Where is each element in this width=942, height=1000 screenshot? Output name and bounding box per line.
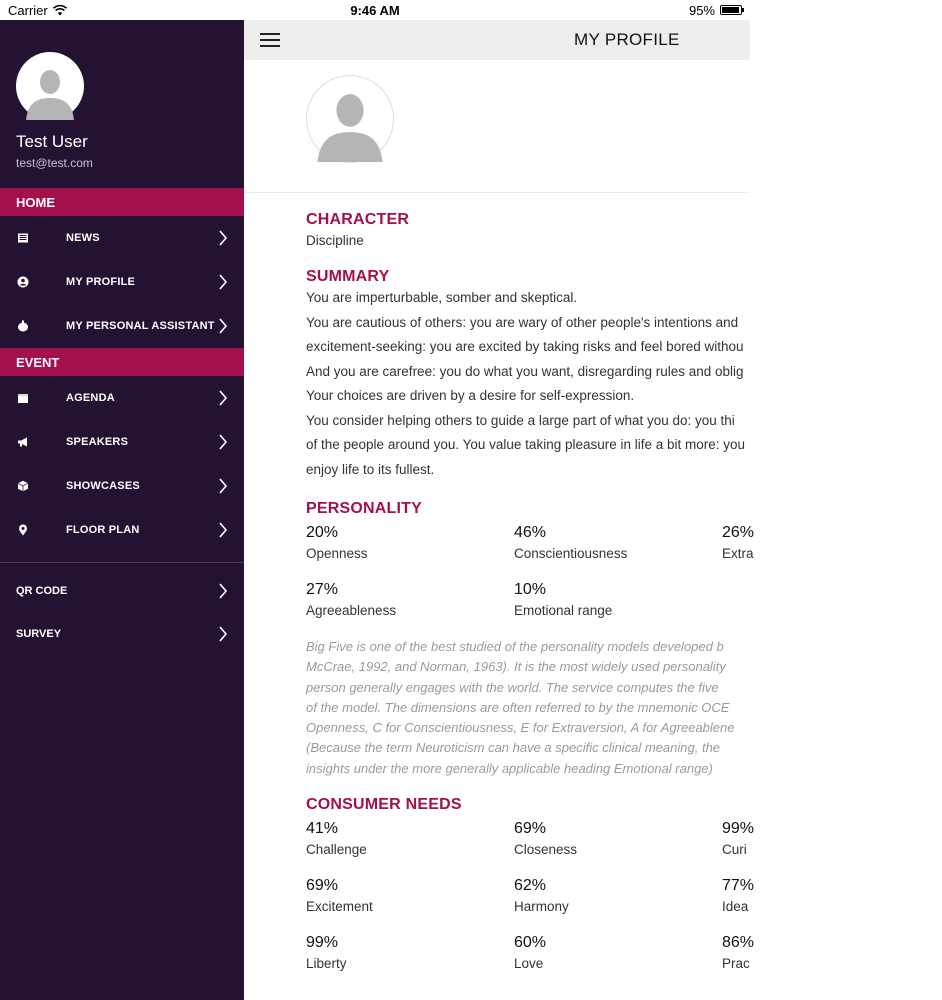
carrier-label: Carrier <box>8 2 48 18</box>
consumer-needs-row <box>306 877 776 934</box>
status-left <box>8 3 67 18</box>
metric-label: Prac <box>722 956 750 972</box>
note-line: (Because the term Neuroticism can have a specific clinical meaning, the <box>306 740 721 756</box>
consumer-need-metric <box>722 877 942 914</box>
metric-percent: 27% <box>306 581 339 598</box>
sidebar-item-label: NEWS <box>66 232 100 244</box>
metric-percent: 99% <box>306 934 339 952</box>
avatar[interactable] <box>16 52 84 120</box>
metric-label: Emotional range <box>514 603 613 618</box>
summary-line: You are imperturbable, somber and skeptical. <box>306 290 578 305</box>
metric-percent: 69% <box>306 877 339 895</box>
sidebar-item-label: SPEAKERS <box>66 436 129 448</box>
chevron-right-icon <box>218 478 228 494</box>
metric-label: Liberty <box>306 956 347 972</box>
chevron-right-icon <box>218 390 228 406</box>
metric-percent: 20% <box>306 524 339 541</box>
metric-label: Challenge <box>306 842 367 858</box>
user-silhouette-icon <box>312 86 388 162</box>
wifi-icon <box>53 5 67 16</box>
sidebar-item-label: FLOOR PLAN <box>66 524 140 536</box>
chevron-right-icon <box>218 434 228 450</box>
chevron-right-icon <box>218 583 228 599</box>
note-line: person generally engages with the world. The service computes the five <box>306 679 719 695</box>
metric-percent: 41% <box>306 820 339 838</box>
metric-percent: 60% <box>514 934 547 952</box>
sidebar-item-showcases[interactable] <box>0 464 244 508</box>
personality-row <box>306 581 776 638</box>
sidebar-item-floor-plan[interactable] <box>0 508 244 552</box>
note-line: McCrae, 1992, and Norman, 1963). It is the most widely used personality <box>306 659 726 675</box>
chevron-right-icon <box>218 522 228 538</box>
metric-percent: 62% <box>514 877 547 895</box>
status-time: 9:46 AM <box>350 2 400 18</box>
sidebar-item-label: MY PROFILE <box>66 276 136 288</box>
newspaper-icon <box>16 231 30 245</box>
profile-avatar[interactable] <box>306 75 394 163</box>
cube-icon <box>16 479 30 493</box>
sidebar-item-label: AGENDA <box>66 392 115 404</box>
sidebar-item-label: QR CODE <box>16 584 68 597</box>
metric-percent: 69% <box>514 820 547 838</box>
page-title: MY PROFILE <box>574 30 680 49</box>
sidebar-user-email: test@test.com <box>16 156 93 170</box>
metric-percent: 10% <box>514 581 547 598</box>
metric-label: Curi <box>722 842 747 858</box>
map-pin-icon <box>16 523 30 537</box>
consumer-needs-heading: CONSUMER NEEDS <box>306 796 462 814</box>
profile-content <box>306 211 776 991</box>
personality-metric <box>722 524 942 561</box>
chevron-right-icon <box>218 230 228 246</box>
calendar-icon <box>16 391 30 405</box>
status-right <box>689 3 742 18</box>
sidebar-profile <box>0 20 244 188</box>
personality-metric <box>514 524 734 561</box>
profile-header <box>244 60 750 193</box>
user-icon <box>16 275 30 289</box>
personality-metric <box>306 581 526 618</box>
summary-line: You consider helping others to guide a large part of what you do: you thi <box>306 412 735 428</box>
metric-label: Openness <box>306 546 368 561</box>
summary-line: Your choices are driven by a desire for self-expression. <box>306 388 635 403</box>
metric-percent: 77% <box>722 877 755 895</box>
metric-percent: 46% <box>514 524 547 541</box>
consumer-needs-row <box>306 820 776 877</box>
sidebar-item-label: MY PERSONAL ASSISTANT <box>66 320 215 332</box>
sidebar-item-label: SURVEY <box>16 627 62 640</box>
chevron-right-icon <box>218 626 228 642</box>
consumer-need-metric <box>514 877 734 914</box>
sidebar-item-qr-code[interactable] <box>0 569 244 612</box>
menu-icon[interactable] <box>260 33 280 47</box>
section-header-event: EVENT <box>0 348 244 376</box>
summary-line: And you are carefree: you do what you want, disregarding rules and oblig <box>306 363 744 379</box>
metric-label: Idea <box>722 899 749 915</box>
metric-percent: 99% <box>722 820 755 838</box>
metric-label: Harmony <box>514 899 569 915</box>
battery-icon <box>720 5 742 15</box>
sidebar-item-personal-assistant[interactable] <box>0 304 244 348</box>
chevron-right-icon <box>218 274 228 290</box>
consumer-need-metric <box>306 934 526 971</box>
user-silhouette-icon <box>22 64 78 120</box>
metric-percent: 26% <box>722 524 755 541</box>
consumer-need-metric <box>306 877 526 914</box>
consumer-need-metric <box>306 820 526 857</box>
note-line: Openness, C for Conscientiousness, E for Extraversion, A for Agreeablene <box>306 720 735 736</box>
sidebar-item-news[interactable] <box>0 216 244 260</box>
character-heading: CHARACTER <box>306 211 410 228</box>
personality-heading: PERSONALITY <box>306 500 422 517</box>
summary-line: of the people around you. You value taking pleasure in life a bit more: you <box>306 437 746 452</box>
metric-label: Closeness <box>514 842 578 858</box>
personality-note <box>306 637 776 779</box>
sidebar-item-survey[interactable] <box>0 612 244 655</box>
sidebar-user-name: Test User <box>16 132 88 151</box>
consumer-need-metric <box>722 820 942 857</box>
note-line: of the model. The dimensions are often referred to by the mnemonic OCE <box>306 699 730 715</box>
metric-label: Agreeableness <box>306 603 397 618</box>
sidebar-divider <box>0 562 244 563</box>
section-header-home: HOME <box>0 188 244 216</box>
sidebar-item-speakers[interactable] <box>0 420 244 464</box>
summary-text <box>306 286 776 482</box>
metric-label: Love <box>514 956 544 972</box>
summary-heading: SUMMARY <box>306 268 390 285</box>
consumer-need-metric <box>514 934 734 971</box>
sidebar <box>0 20 244 1000</box>
consumer-need-metric <box>514 820 734 857</box>
sidebar-item-label: SHOWCASES <box>66 480 140 492</box>
main-panel <box>244 20 755 1000</box>
personality-metric <box>306 524 526 561</box>
top-bar <box>244 20 750 60</box>
character-value: Discipline <box>306 233 364 248</box>
note-line: insights under the more generally applicable heading Emotional range) <box>306 760 713 776</box>
metric-label: Excitement <box>306 899 373 915</box>
chevron-right-icon <box>218 318 228 334</box>
summary-line: excitement-seeking: you are excited by taking risks and feel bored withou <box>306 339 744 354</box>
consumer-need-metric <box>722 934 942 971</box>
consumer-needs-row <box>306 934 776 991</box>
personality-metric <box>514 581 734 618</box>
sidebar-item-my-profile[interactable] <box>0 260 244 304</box>
metric-percent: 86% <box>722 934 755 952</box>
status-bar <box>0 0 750 20</box>
sidebar-item-agenda[interactable] <box>0 376 244 420</box>
megaphone-icon <box>16 435 30 449</box>
assistant-icon <box>16 319 30 333</box>
metric-label: Extra <box>722 546 754 561</box>
summary-line: You are cautious of others: you are wary of other people's intentions and <box>306 314 739 330</box>
note-line: Big Five is one of the best studied of the personality models developed b <box>306 639 724 654</box>
personality-row <box>306 524 776 581</box>
summary-line: enjoy life to its fullest. <box>306 461 435 477</box>
battery-percent: 95% <box>688 2 715 18</box>
metric-label: Conscientiousness <box>514 546 628 561</box>
